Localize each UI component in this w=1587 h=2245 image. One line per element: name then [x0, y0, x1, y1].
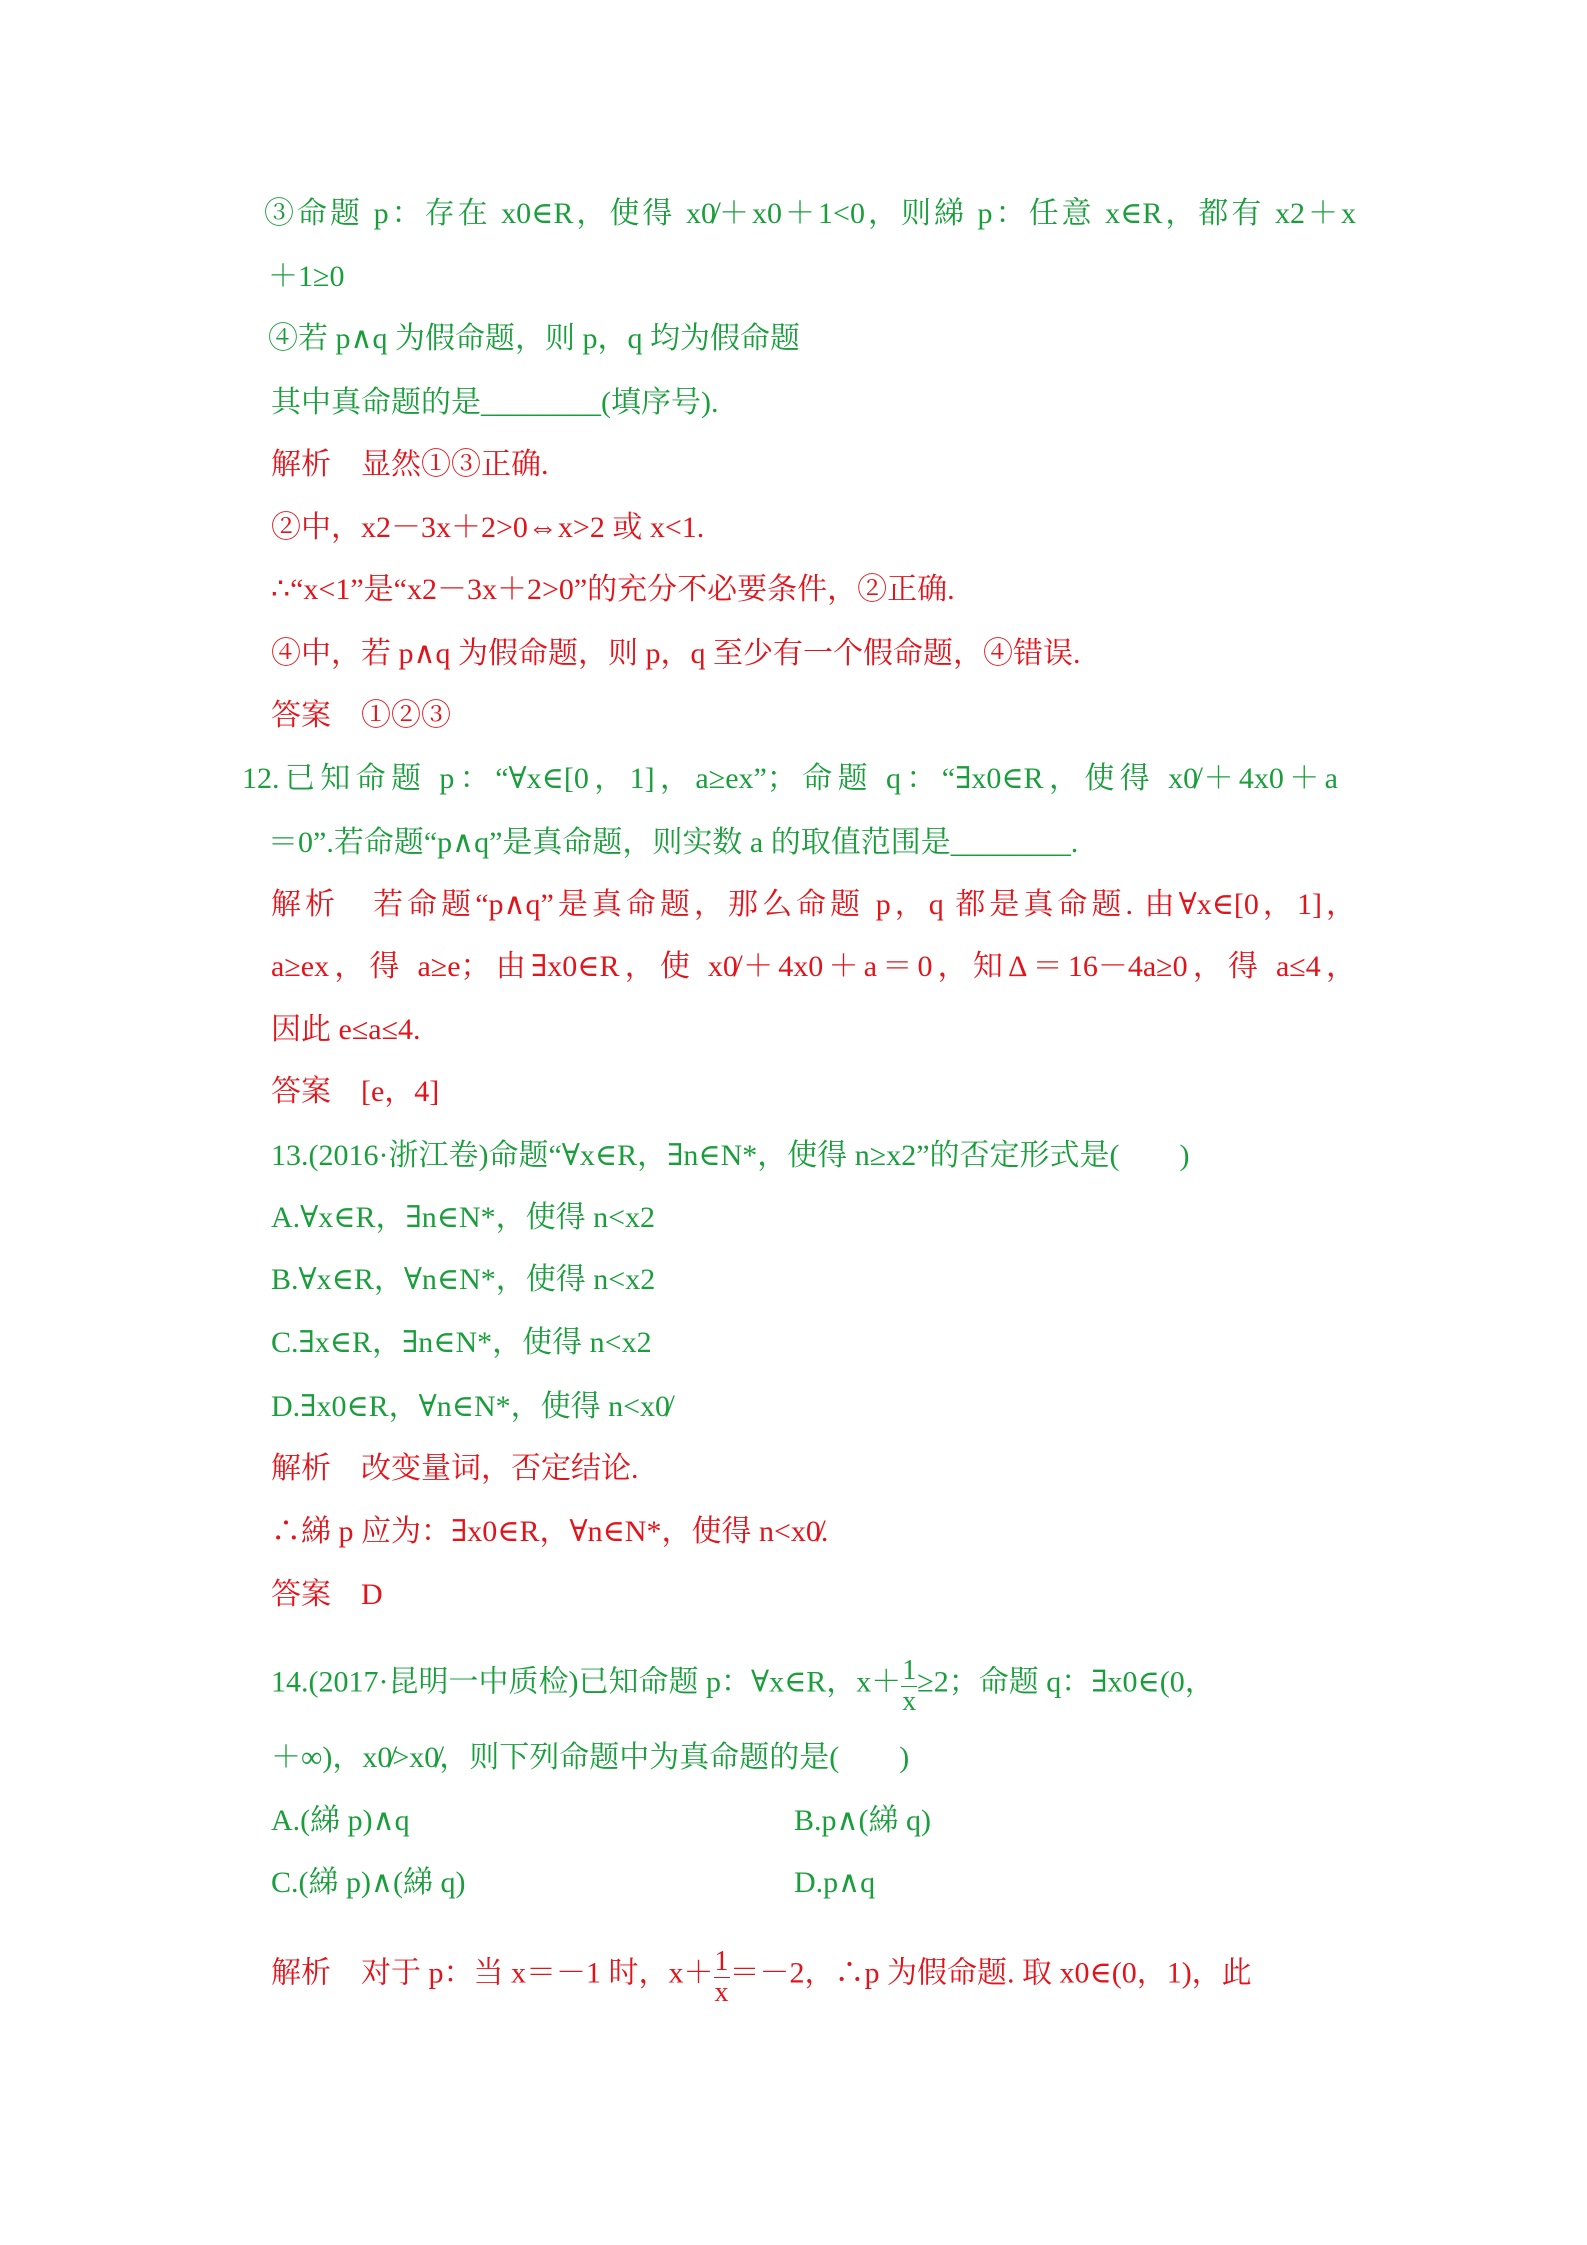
q11-item3-line1: ③命题 p：存在 x0∈R，使得 x0̸＋x0＋1<0，则綈 p：任意 x∈R，都有 x2＋x [264, 197, 1356, 230]
q11-answer: 答案 ①②③ [271, 699, 451, 732]
q14-stem-part: ≥2；命题 q：∃x0∈(0， [917, 1665, 1215, 1699]
fraction-denominator: x [714, 1977, 729, 2008]
q11-solution-line: ④中，若 p∧q 为假命题，则 p，q 至少有一个假命题，④错误. [271, 637, 1081, 670]
q12-solution-line: a≥ex，得 a≥e；由∃x0∈R，使 x0̸＋4x0＋a＝0，知Δ＝16－4a≥0，得 a≤4， [271, 950, 1356, 983]
q14-solution-part: 解析 对于 p：当 x＝－1 时，x＋ [271, 1956, 714, 1990]
q14-stem-line2: ＋∞)，x0̸>x0̸，则下列命题中为真命题的是( ) [271, 1741, 910, 1774]
fraction-numerator: 1 [902, 1655, 917, 1686]
q12-line1: 12.已知命题 p：“∀x∈[0，1]，a≥ex”；命题 q：“∃x0∈R，使得 x0̸＋4x0＋a [242, 762, 1338, 795]
q14-solution-line [271, 1945, 1252, 2008]
q13-option-d: D.∃x0∈R，∀n∈N*，使得 n<x0̸ [271, 1390, 671, 1423]
q13-answer: 答案 D [271, 1578, 383, 1611]
q14-option-a: A.(綈 p)∧q [271, 1804, 410, 1837]
q13-option-a: A.∀x∈R，∃n∈N*，使得 n<x2 [271, 1201, 656, 1234]
fraction-numerator: 1 [714, 1946, 729, 1977]
q14-solution-part: ＝－2，∴p 为假命题. 取 x0∈(0，1)，此 [729, 1956, 1252, 1990]
q11-prompt: 其中真命题的是________(填序号). [271, 386, 719, 419]
q14-stem-line1 [271, 1654, 1215, 1717]
q11-item3-line2: ＋1≥0 [268, 260, 345, 293]
q11-solution-line: ∴“x<1”是“x2－3x＋2>0”的充分不必要条件，②正确. [271, 573, 955, 606]
q11-solution-line: ②中，x2－3x＋2>0⇔x>2 或 x<1. [271, 511, 705, 544]
q11-item4: ④若 p∧q 为假命题，则 p，q 均为假命题 [268, 322, 800, 355]
q13-solution-line: ∴綈 p 应为：∃x0∈R，∀n∈N*，使得 n<x0̸. [271, 1515, 829, 1548]
q14-stem-part: 14.(2017·昆明一中质检)已知命题 p：∀x∈R，x＋ [271, 1665, 902, 1699]
q14-option-c: C.(綈 p)∧(綈 q) [271, 1866, 466, 1899]
q12-line2: ＝0”.若命题“p∧q”是真命题，则实数 a 的取值范围是________. [268, 826, 1079, 859]
q12-answer: 答案 [e，4] [271, 1075, 440, 1108]
q12-solution-line: 因此 e≤a≤4. [271, 1013, 421, 1046]
q13-option-b: B.∀x∈R，∀n∈N*，使得 n<x2 [271, 1263, 656, 1296]
q12-solution-line: 解析 若命题“p∧q”是真命题，那么命题 p，q 都是真命题. 由∀x∈[0，1]， [271, 888, 1356, 921]
q14-option-b: B.p∧(綈 q) [794, 1804, 931, 1837]
q13-solution-line: 解析 改变量词，否定结论. [271, 1452, 639, 1485]
fraction [714, 1947, 730, 2008]
q14-option-d: D.p∧q [794, 1866, 876, 1899]
fraction-denominator: x [902, 1686, 917, 1717]
q11-solution-line: 解析 显然①③正确. [271, 448, 549, 481]
q13-stem: 13.(2016·浙江卷)命题“∀x∈R，∃n∈N*，使得 n≥x2”的否定形式是( ) [271, 1139, 1190, 1172]
q13-option-c: C.∃x∈R，∃n∈N*，使得 n<x2 [271, 1326, 652, 1359]
fraction [901, 1656, 917, 1717]
